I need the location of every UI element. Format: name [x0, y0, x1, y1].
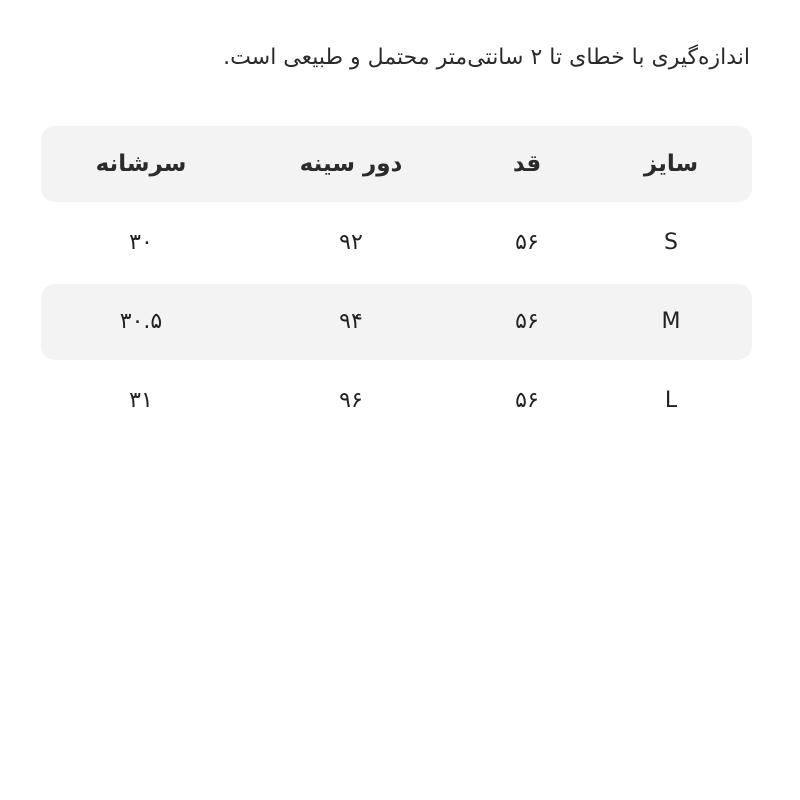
- cell-height: ۵۶: [515, 388, 539, 413]
- table-row: [41, 284, 752, 360]
- table-row: [41, 363, 752, 439]
- cell-shoulder: ۳۰.۵: [119, 309, 163, 334]
- header-chest: دور سینه: [299, 151, 403, 177]
- cell-shoulder: ۳۰: [129, 230, 153, 255]
- size-table: [41, 126, 752, 442]
- cell-height: ۵۶: [515, 309, 539, 334]
- header-size: سایز: [643, 151, 699, 177]
- cell-shoulder: ۳۱: [129, 388, 153, 413]
- cell-size: L: [664, 388, 678, 413]
- cell-chest: ۹۴: [339, 309, 363, 334]
- cell-size: S: [664, 230, 678, 255]
- measurement-note: اندازه‌گیری با خطای تا ۲ سانتی‌متر محتمل و طبیعی است.: [223, 45, 750, 70]
- cell-height: ۵۶: [515, 230, 539, 255]
- cell-size: M: [661, 309, 681, 334]
- header-height: قد: [512, 151, 542, 177]
- header-shoulder: سرشانه: [95, 151, 187, 177]
- cell-chest: ۹۶: [339, 388, 363, 413]
- cell-chest: ۹۲: [339, 230, 363, 255]
- table-header-row: [41, 126, 752, 202]
- table-row: [41, 205, 752, 281]
